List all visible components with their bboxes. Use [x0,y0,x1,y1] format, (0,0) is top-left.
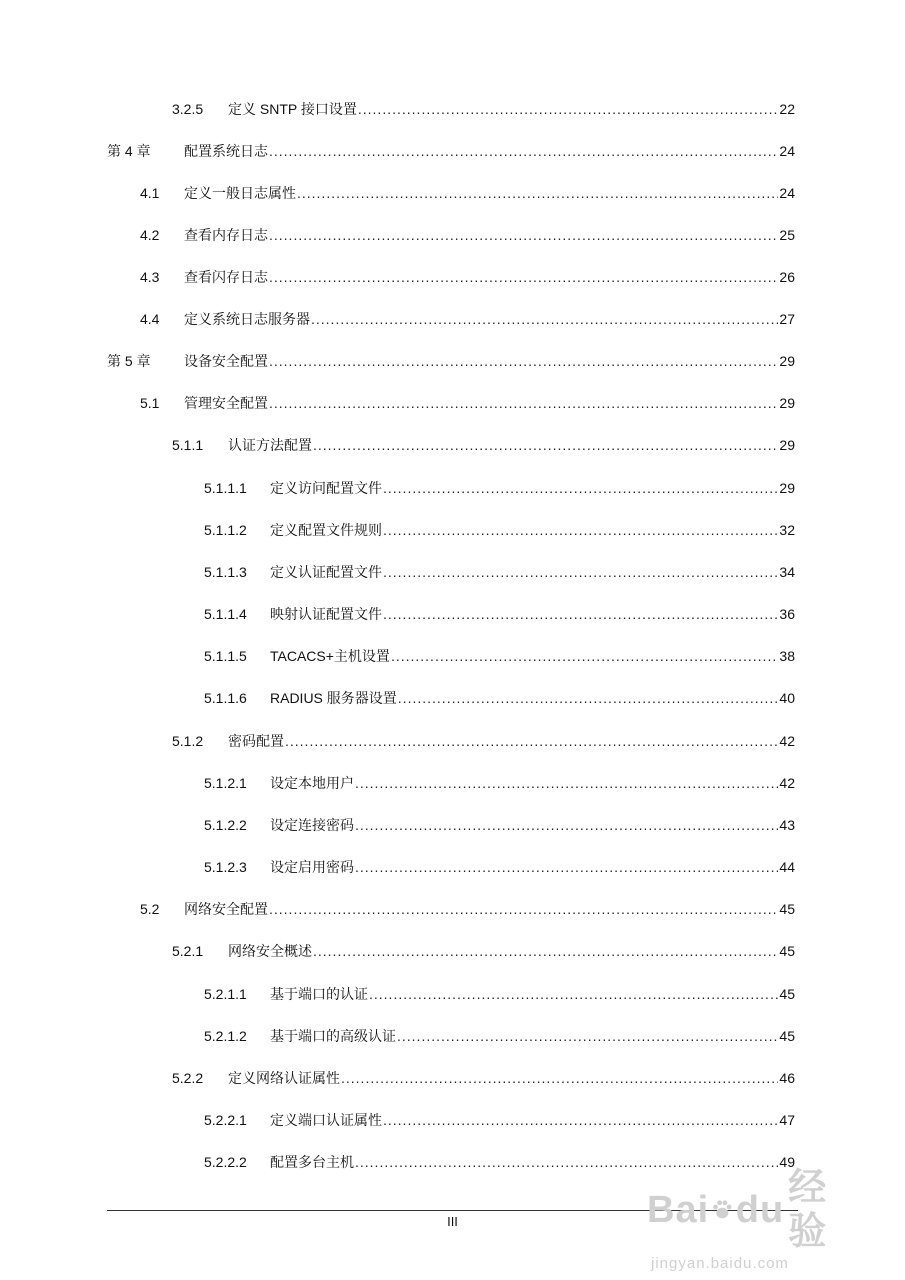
toc-page-number: 34 [779,564,795,580]
toc-number: 5.1.1.2 [204,522,247,538]
toc-leader-dots [269,225,778,245]
toc-page-number: 27 [779,311,795,327]
toc-number: 5.1.2.2 [204,817,247,833]
toc-entry-chapter[interactable] [0,141,795,161]
toc-entry[interactable] [0,857,795,877]
toc-entry[interactable] [0,984,795,1004]
toc-entry[interactable] [0,1026,795,1046]
toc-page-number: 40 [779,690,795,706]
toc-entry[interactable] [0,520,795,540]
toc-leader-dots [391,646,778,666]
toc-page-number: 47 [779,1112,795,1128]
toc-number: 3.2.5 [172,101,204,117]
toc-title: 网络安全配置 [184,901,268,917]
toc-entry-chapter[interactable] [0,351,795,371]
toc-page-number: 29 [779,480,795,496]
toc-number: 4.4 [140,311,160,327]
toc-page-number: 25 [779,227,795,243]
toc-entry[interactable] [0,309,795,329]
toc-page-number: 36 [779,606,795,622]
toc-entry[interactable] [0,267,795,287]
toc-number: 5.1.1.1 [204,480,247,496]
toc-leader-dots [269,267,778,287]
toc-page-number: 45 [779,901,795,917]
toc-leader-dots [383,604,778,624]
toc-leader-dots [383,520,778,540]
toc-page-number: 43 [779,817,795,833]
toc-title: 查看内存日志 [184,227,268,243]
toc-entry[interactable] [0,1110,795,1130]
toc-title: 设定连接密码 [270,817,354,833]
toc-number: 5.1.1.4 [204,606,247,622]
toc-entry[interactable] [0,773,795,793]
toc-title: 查看闪存日志 [184,269,268,285]
toc-entry[interactable] [0,941,795,961]
footer-page-number: III [447,1214,458,1229]
toc-title: 定义网络认证属性 [228,1070,340,1086]
watermark-brand-cn: 经验 [788,1167,828,1253]
toc-page-number: 42 [779,733,795,749]
watermark-url: jingyan.baidu.com [651,1255,789,1272]
toc-leader-dots [311,309,778,329]
toc-number: 4.3 [140,269,160,285]
toc-entry[interactable] [0,604,795,624]
toc-leader-dots [285,731,778,751]
toc-page-number: 45 [779,1028,795,1044]
toc-entry[interactable] [0,688,795,708]
toc-page-number: 46 [779,1070,795,1086]
toc-leader-dots [269,141,778,161]
toc-title: 定义认证配置文件 [270,564,382,580]
toc-number: 5.1.1 [172,437,204,453]
footer-divider [107,1210,798,1211]
toc-number: 5.2 [140,901,160,917]
toc-number: 5.2.2.1 [204,1112,247,1128]
toc-number: 5.1.1.3 [204,564,247,580]
toc-title: 配置系统日志 [184,143,268,159]
toc-leader-dots [269,351,778,371]
toc-title: RADIUS 服务器设置 [270,690,397,706]
toc-leader-dots [313,941,778,961]
toc-number: 5.2.1 [172,943,204,959]
toc-leader-dots [398,688,779,708]
toc-leader-dots [269,393,778,413]
toc-leader-dots [341,1068,778,1088]
toc-page-number: 29 [779,395,795,411]
toc-page-number: 45 [779,986,795,1002]
toc-title: 定义系统日志服务器 [184,311,310,327]
toc-title: 定义一般日志属性 [184,185,296,201]
toc-title: 认证方法配置 [228,437,312,453]
toc-number: 4.1 [140,185,160,201]
toc-number: 5.2.1.1 [204,986,247,1002]
toc-leader-dots [297,183,778,203]
toc-leader-dots [383,478,778,498]
toc-number: 第 5 章 [107,353,151,369]
toc-title: TACACS+主机设置 [270,648,390,664]
toc-page-number: 26 [779,269,795,285]
toc-title: 定义 SNTP 接口设置 [228,101,357,117]
toc-leader-dots [355,857,778,877]
toc-leader-dots [269,899,778,919]
toc-page-number: 24 [779,185,795,201]
toc-page-number: 32 [779,522,795,538]
watermark-brand-left: Bai [647,1189,710,1231]
toc-leader-dots [358,99,779,119]
toc-entry[interactable] [0,899,795,919]
toc-title: 定义访问配置文件 [270,480,382,496]
toc-page-number: 42 [779,775,795,791]
toc-number: 5.2.2.2 [204,1154,247,1170]
toc-number: 5.2.2 [172,1070,204,1086]
toc-title: 配置多台主机 [270,1154,354,1170]
toc-title: 定义配置文件规则 [270,522,382,538]
toc-number: 5.1.2 [172,733,204,749]
toc-number: 5.1.1.6 [204,690,247,706]
toc-number: 5.1.1.5 [204,648,247,664]
toc-title: 设备安全配置 [184,353,268,369]
toc-leader-dots [313,435,778,455]
toc-entry[interactable] [0,1152,795,1172]
toc-title: 基于端口的认证 [270,986,368,1002]
toc-page-number: 45 [779,943,795,959]
toc-title: 网络安全概述 [228,943,312,959]
toc-number: 5.2.1.2 [204,1028,247,1044]
toc-title: 密码配置 [228,733,284,749]
toc-page-number: 38 [779,648,795,664]
toc-title: 基于端口的高级认证 [270,1028,396,1044]
toc-entry[interactable] [0,183,795,203]
toc-leader-dots [355,1152,778,1172]
toc-number: 第 4 章 [107,143,151,159]
toc-leader-dots [383,562,778,582]
toc-leader-dots [369,984,778,1004]
toc-page-number: 44 [779,859,795,875]
toc-leader-dots [355,815,778,835]
toc-leader-dots [397,1026,778,1046]
toc-leader-dots [355,773,778,793]
toc-entry[interactable] [0,393,795,413]
toc-title: 设定本地用户 [270,775,354,791]
toc-title: 定义端口认证属性 [270,1112,382,1128]
toc-entry[interactable] [0,478,795,498]
toc-entry[interactable] [0,815,795,835]
toc-page-number: 29 [779,437,795,453]
toc-page-number: 22 [779,101,795,117]
toc-entry[interactable] [0,1068,795,1088]
watermark-brand-right: du [735,1189,785,1231]
toc-number: 4.2 [140,227,160,243]
toc-title: 管理安全配置 [184,395,268,411]
toc-page-number: 49 [779,1154,795,1170]
toc-number: 5.1 [140,395,160,411]
toc-leader-dots [383,1110,778,1130]
toc-entry[interactable] [0,225,795,245]
toc-entry[interactable] [0,562,795,582]
toc-entry[interactable] [0,731,795,751]
toc-number: 5.1.2.1 [204,775,247,791]
toc-entry[interactable] [0,99,795,119]
toc-page-number: 24 [779,143,795,159]
toc-entry[interactable] [0,646,795,666]
toc-entry[interactable] [0,435,795,455]
toc-number: 5.1.2.3 [204,859,247,875]
toc-page-number: 29 [779,353,795,369]
toc-title: 映射认证配置文件 [270,606,382,622]
toc-title: 设定启用密码 [270,859,354,875]
